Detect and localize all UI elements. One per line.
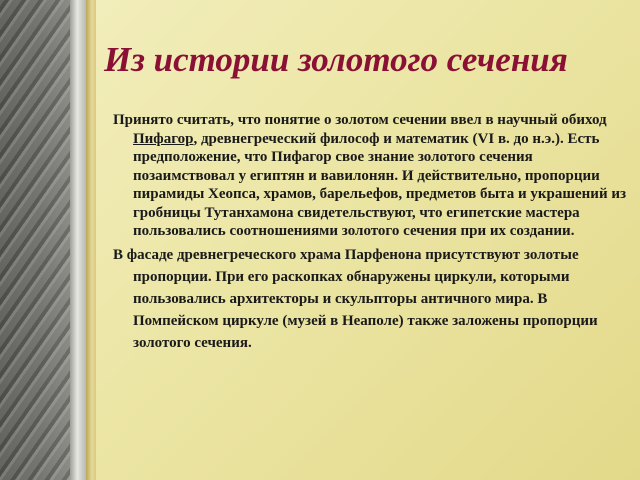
paragraph-text: Принято считать, что понятие о золотом сечении ввел в научный обиход — [113, 112, 607, 128]
pythagoras-link[interactable]: Пифагор — [133, 130, 194, 147]
paragraph-parthenon: В фасаде древнегреческого храма Парфенона присутствуют золотые пропорции. При его раскопках обнаружены циркули, которыми пользовались архитекторы и скульпторы античного мира. В Помпейском циркуле (музей в Неаполе) также заложены пропорции золотого сечения. — [113, 246, 598, 351]
silver-bar — [70, 0, 86, 480]
decorative-border — [0, 0, 96, 480]
slide-title: Из истории золотого сечения — [104, 40, 568, 79]
paragraph-pythagoras — [113, 111, 628, 241]
striped-pattern — [0, 0, 70, 480]
gold-bar — [86, 0, 96, 480]
slide-body — [113, 111, 628, 354]
paragraph-text: , древнегреческий философ и математик (VI в. до н.э.). Есть предположение, что Пифагор свое знание золотого сечения позаимствовал у египтян и вавилонян. И действительно, пропорции пирамиды Хеопса, храмов, барельефов, предметов быта и украшений из гробницы Тутанхамона свидетельствуют, что египетские мастера пользовались соотношениями золотого сечения при их создании. — [133, 130, 627, 239]
